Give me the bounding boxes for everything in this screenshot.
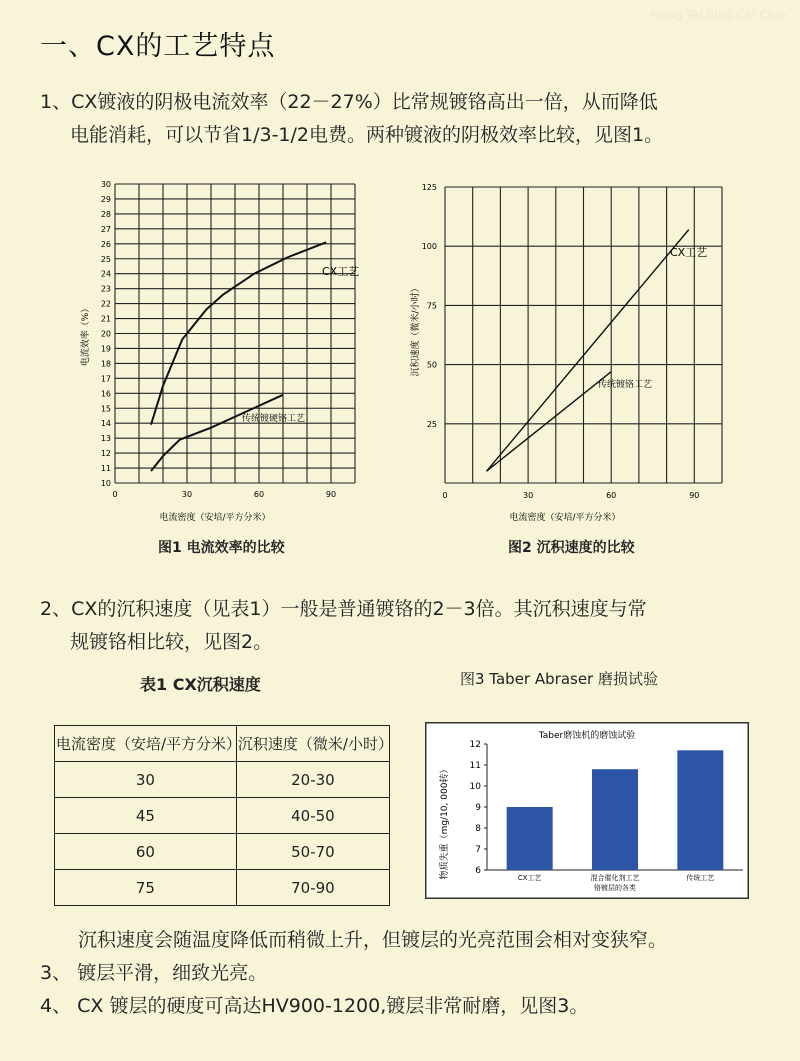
fig3-x-tick-label: 混合催化剂工艺 [590,874,640,882]
table-1 [54,725,393,906]
fig2-y-axis-label: 沉积速度（微米/小时） [411,283,421,377]
table-cell: 70-90 [236,870,389,906]
fig1-y-tick-label: 14 [100,419,111,429]
fig2-label-cx: CX工艺 [670,246,708,259]
fig1-series-line [151,395,283,471]
fig1-y-tick-label: 26 [100,239,111,249]
fig1-y-tick-label: 27 [100,224,111,234]
bottom-line-1: 沉积速度会随温度降低而稍微上升，但镀层的光亮范围会相对变狭窄。 [78,929,668,951]
fig1-x-tick-label: 90 [325,490,337,499]
figure-2-caption: 图2 沉积速度的比较 [508,540,635,556]
table-row [55,798,390,834]
figure-3-chart [425,722,749,899]
item-2 [40,593,647,659]
fig1-x-tick-label: 30 [181,490,193,499]
figure-1-chart [60,170,380,530]
fig3-x-tick-label: CX工艺 [517,874,542,882]
fig2-x-tick-label: 60 [606,491,617,500]
fig2-series-line [487,230,689,472]
fig3-bar [507,807,553,870]
table-cell: 40-50 [236,798,389,834]
fig2-grid [445,187,722,483]
fig1-y-tick-label: 15 [100,404,111,414]
figure-1-caption: 图1 电流效率的比较 [158,540,285,556]
fig3-bar [592,769,638,870]
fig1-y-tick-label: 20 [100,329,111,339]
item-1 [40,86,663,152]
page-title: 一、CX的工艺特点 [40,31,276,62]
fig1-y-tick-label: 22 [100,299,111,309]
fig1-y-tick-label: 25 [100,254,111,264]
fig3-y-tick-label: 8 [475,824,481,834]
fig1-y-tick-label: 23 [100,284,111,294]
fig1-y-tick-label: 16 [100,389,111,399]
table-cell: 20-30 [236,762,389,798]
fig1-y-axis-label: 电流效率（%） [81,303,91,367]
fig2-x-tick-label: 30 [523,491,534,500]
fig1-x-axis-label: 电流密度（安培/平方分米） [159,513,271,523]
table-header-cell: 电流密度（安培/平方分米） [55,726,237,762]
watermark: Hong Tai Biao Cai Club [650,8,786,22]
fig1-y-tick-label: 21 [100,314,111,324]
fig2-ticks [422,183,700,500]
table-cell: 60 [55,834,237,870]
fig2-x-axis-label: 电流密度（安培/平方分米） [509,513,621,523]
fig1-y-tick-label: 13 [100,434,111,444]
fig1-y-tick-label: 24 [100,269,111,279]
fig1-y-tick-label: 11 [100,464,111,474]
fig3-y-tick-label: 11 [469,761,481,771]
item-1-line-1: 1、CX镀液的阴极电流效率（22－27%）比常规镀铬高出一倍，从而降低 [40,91,658,113]
fig3-x-tick-label: 传统工艺 [686,874,715,882]
table-row [55,870,390,906]
item-1-line-2: 电能消耗，可以节省1/3-1/2电费。两种镀液的阴极效率比较，见图1。 [70,124,664,146]
fig2-label-traditional: 传统镀铬工艺 [598,380,653,390]
fig3-y-axis-label: 物质失重（mg/10, 000转） [440,764,450,880]
fig2-y-tick-label: 100 [421,242,437,252]
table-header-cell: 沉积速度（微米/小时） [236,726,389,762]
item-4: 4、 CX 镀层的硬度可高达HV900-1200,镀层非常耐磨，见图3。 [40,995,589,1017]
table-cell: 30 [55,762,237,798]
fig2-x-tick-label: 90 [689,491,700,500]
fig1-x-tick-label: 60 [253,490,265,499]
figure-3-caption: 图3 Taber Abraser 磨损试验 [460,670,658,688]
fig3-y-tick-label: 10 [469,782,481,792]
fig3-y-tick-label: 9 [475,803,481,813]
fig2-y-tick-label: 125 [421,183,437,192]
fig1-label-cx: CX工艺 [322,265,360,278]
fig1-label-traditional: 传统镀硬铬工艺 [242,414,306,424]
fig3-bar [677,750,723,870]
fig3-y-tick-label: 6 [475,866,481,876]
item-3: 3、 镀层平滑，细致光亮。 [40,962,268,984]
fig1-y-tick-label: 30 [100,180,111,189]
table-row [55,834,390,870]
table-cell: 50-70 [236,834,389,870]
fig2-x-tick-label: 0 [442,491,448,500]
table-cell: 75 [55,870,237,906]
fig1-grid [115,184,355,483]
table-row [55,762,390,798]
fig1-y-tick-label: 28 [100,209,111,219]
fig3-x-axis-label: 铬镀层的各类 [594,884,636,892]
fig2-series [487,230,689,472]
fig1-y-tick-label: 12 [100,449,111,459]
table-header-row [55,726,390,762]
fig3-title: Taber磨蚀机的磨蚀试验 [538,731,636,741]
fig1-y-tick-label: 10 [100,479,111,488]
item-2-line-2: 规镀铬相比较，见图2。 [70,631,273,653]
table-cell: 45 [55,798,237,834]
fig3-y-tick-label: 7 [475,845,481,855]
table-1-title: 表1 CX沉积速度 [140,675,261,694]
fig2-series-line [487,372,612,471]
fig2-y-tick-label: 25 [426,419,437,429]
fig3-y-tick-label: 12 [469,740,481,750]
fig1-y-tick-label: 29 [100,194,111,204]
fig1-ticks [101,180,336,499]
fig2-y-tick-label: 50 [426,360,437,370]
fig1-y-tick-label: 18 [100,359,111,369]
fig1-y-tick-label: 17 [100,374,111,384]
fig1-x-tick-label: 0 [112,490,118,499]
fig1-y-tick-label: 19 [100,344,111,354]
fig1-series [151,242,326,471]
figure-2-chart [400,170,730,530]
item-2-line-1: 2、CX的沉积速度（见表1）一般是普通镀铬的2－3倍。其沉积速度与常 [40,598,647,620]
fig2-y-tick-label: 75 [426,301,437,311]
